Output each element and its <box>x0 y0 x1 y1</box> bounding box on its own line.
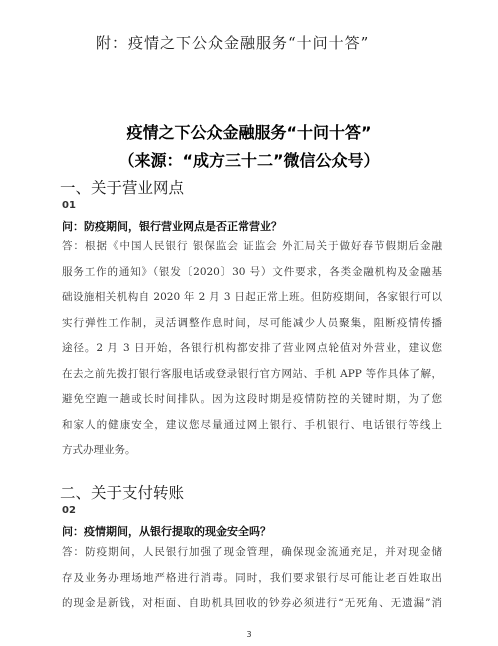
answer-line: 途径。2 月 3 日开始，各银行机构都安排了营业网点轮值对外营业，建议您 <box>62 342 442 354</box>
answer-line: 答：防疫期间，人民银行加强了现金管理，确保现金流通充足，并对现金储 <box>62 546 442 558</box>
answer-line: 实行弹性工作制，灵活调整作息时间，尽可能减少人员聚集，阻断疫情传播 <box>62 316 442 329</box>
question-2: 问：疫情期间，从银行提取的现金安全吗？ <box>62 525 271 538</box>
answer-line: 答：根据《中国人民银行 银保监会 证监会 外汇局关于做好春节假期后金融 <box>62 240 442 252</box>
section-number-2: 02 <box>62 505 76 516</box>
section-number-1: 01 <box>62 200 76 211</box>
answer-line: 在去之前先拨打银行客服电话或登录银行官方网站、手机 APP 等作具体了解， <box>62 367 442 380</box>
answer-2 <box>62 540 442 617</box>
header-note: 附：疫情之下公众金融服务“十问十答” <box>96 34 370 52</box>
document-subtitle: （来源：“成方三十二”微信公众号） <box>118 151 380 170</box>
answer-line: 服务工作的通知》（银发〔2020〕30 号）文件要求，各类金融机构及金融基 <box>62 265 442 278</box>
section-heading-1: 一、关于营业网点 <box>60 179 185 197</box>
answer-line: 方式办理业务。 <box>62 444 136 456</box>
page-number: 3 <box>246 630 252 639</box>
document-title: 疫情之下公众金融服务“十问十答” <box>126 123 372 142</box>
answer-line: 避免空跑一趟或长时间排队。因为这段时期是疫情防控的关键时期，为了您 <box>62 393 442 405</box>
question-1: 问：防疫期间，银行营业网点是否正常营业？ <box>62 220 282 233</box>
answer-line: 和家人的健康安全，建议您尽量通过网上银行、手机银行、电话银行等线上 <box>62 418 442 431</box>
answer-line: 的现金是新钱，对柜面、自助机具回收的钞券必须进行“无死角、无遗漏”消 <box>62 597 442 609</box>
answer-line: 存及业务办理场地严格进行消毒。同时，我们要求银行尽可能让老百姓取出 <box>62 571 442 584</box>
answer-1 <box>62 234 442 464</box>
answer-line: 础设施相关机构自 2020 年 2 月 3 日起正常上班。但防疫期间，各家银行可以 <box>62 291 442 303</box>
section-heading-2: 二、关于支付转账 <box>60 484 185 502</box>
